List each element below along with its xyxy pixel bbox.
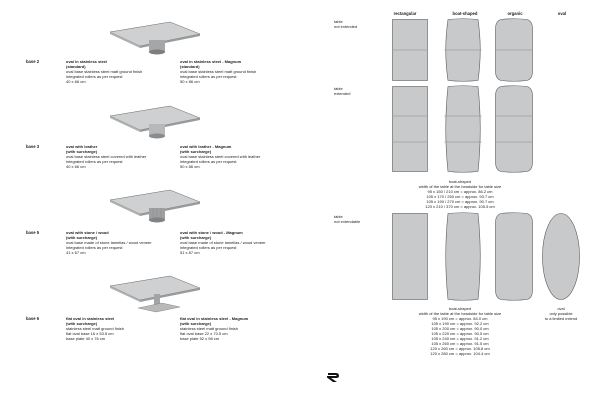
- row-label-extended: table extended: [334, 86, 351, 96]
- tabletop-organic-not-extended: [495, 19, 533, 81]
- boat-shaped-extended-table: boat-shaped width of the table at the headside for table size 95 x 150 / 210 cm = approx. 86.2 cm 105 x 170 / 250 cm = approx. 93.7 cm 105 x 190 / 270 cm = approx. 90.7 cm 120 x 210 / 370 cm = approx. 105.5 cm: [418, 179, 502, 209]
- table-illustration-base-6: [100, 272, 210, 312]
- header-boat-shaped: boat-shaped: [452, 11, 478, 16]
- tabletop-rectangular-not-extendable: [392, 213, 428, 300]
- base-standard-description: oval with leather (with surcharge) oval base stainless steel covered with leather integrated rollers as per request 40 x 66 cm: [66, 144, 147, 169]
- base-label: base 2: [26, 59, 40, 64]
- header-organic: organic: [507, 11, 523, 16]
- brand-logo-icon: [326, 371, 340, 383]
- row-label-not-extendable: table not extendable: [334, 214, 361, 224]
- row-label-not-extended: table not extended: [334, 19, 358, 29]
- tabletop-organic-not-extendable: [495, 213, 533, 300]
- base-standard-description: oval with stone / wood (with surcharge) oval base made of stone lamellas / wood veneer integrated rollers as per request 41 x 67 cm: [66, 230, 152, 255]
- base-label: base 6: [26, 316, 40, 321]
- tabletop-rectangular-extended: [392, 86, 428, 172]
- base-magnum-description: oval with stone / wood - Magnum (with surcharge) oval base made of stone lamellas / wood veneer integrated rollers as per request 51 x 87 cm: [180, 230, 266, 255]
- header-oval: oval: [557, 11, 567, 16]
- table-illustration-base-2: [100, 18, 210, 58]
- oval-note: oval only possible to a limited extend: [544, 306, 578, 321]
- table-illustration-base-3: [100, 102, 210, 142]
- base-standard-description: oval in stainless steel (standard) oval base stainless steel matt ground finish integrated rollers as per request 40 x 66 cm: [66, 59, 143, 84]
- base-standard-description: flat oval in stainless steel (with surcharge) stainless steel matt ground finish flat oval base 16 x 53.5 cm base plate 40 x 76 cm: [66, 316, 125, 341]
- tabletop-rectangular-not-extended: [392, 19, 428, 81]
- tabletop-boat-shaped-not-extended: [443, 19, 483, 81]
- tabletop-oval-not-extendable: [542, 213, 580, 300]
- boat-shaped-not-extendable-table: boat-shaped width of the table at the headside for table size 95 x 190 cm = approx. 84.0 cm 105 x 190 cm = approx. 92.2 cm 105 x 200 cm = approx. 90.0 cm 105 x 220 cm = approx. 90.5 cm 105 x 240 cm = approx. 91.2 cm 105 x 260 cm = approx. 91.5 cm 120 x 260 cm = approx. 105.6 cm 120 x 280 cm = approx. 104.4 cm: [418, 306, 502, 356]
- table-illustration-base-5: [100, 186, 210, 226]
- base-magnum-description: flat oval in stainless steel - Magnum (with surcharge) stainless steel matt ground finish flat oval base 22 x 70.5 cm base plate 52 x 98 cm: [180, 316, 249, 341]
- tabletop-organic-extended: [495, 86, 533, 172]
- header-rectangular: rectangular: [393, 11, 417, 16]
- base-label: base 3: [26, 144, 40, 149]
- base-label: base 5: [26, 230, 40, 235]
- base-magnum-description: oval in stainless steel - Magnum (standard) oval base stainless steel matt ground finish integrated rollers as per request 50 x 86 cm: [180, 59, 257, 84]
- tabletop-boat-shaped-not-extendable: [443, 213, 483, 300]
- base-magnum-description: oval with leather - Magnum (with surcharge) oval base stainless steel covered with leather integrated rollers as per request 50 x 86 cm: [180, 144, 261, 169]
- tabletop-boat-shaped-extended: [443, 86, 483, 172]
